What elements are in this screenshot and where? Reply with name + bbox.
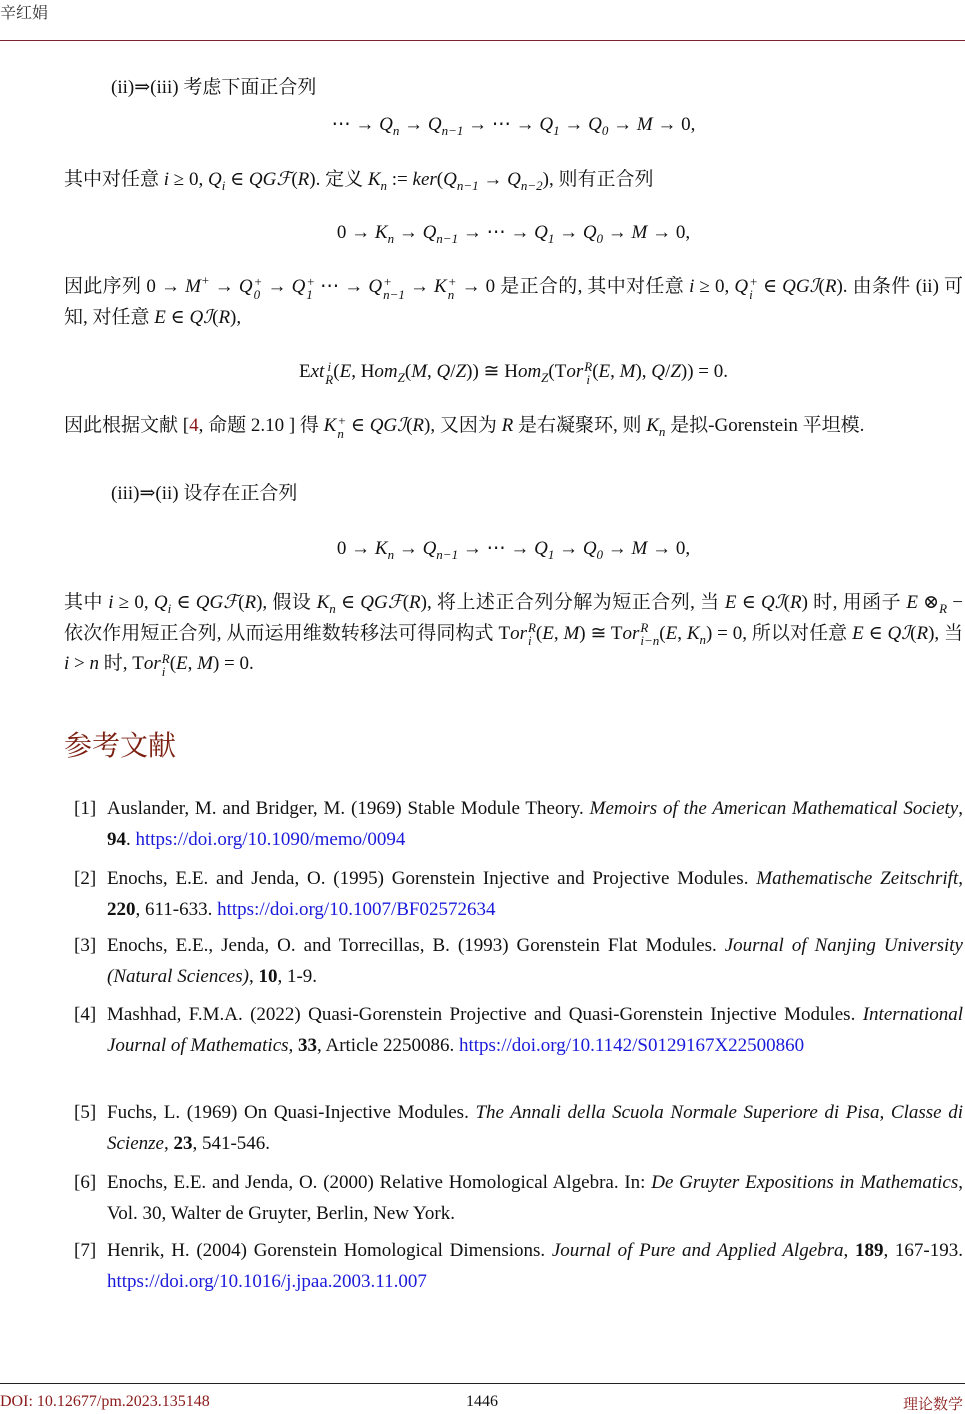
- reference-item: [64, 1168, 963, 1229]
- text-run: ∈: [346, 415, 370, 436]
- display-equation: [64, 534, 963, 565]
- text-run: ,: [677, 622, 687, 644]
- text-run: ,: [958, 798, 963, 819]
- math-scripts: [528, 621, 536, 647]
- text-run: →: [478, 169, 508, 190]
- math: E: [598, 361, 611, 382]
- text-run: →: [554, 222, 583, 243]
- text-run: ∈: [225, 169, 249, 190]
- reference-text: [107, 1098, 963, 1159]
- bold-text: 33: [298, 1034, 318, 1056]
- text-run: (: [818, 276, 825, 297]
- math-subscript: n: [387, 546, 395, 562]
- running-header-author: 辛红娟: [0, 5, 49, 22]
- paragraph: [64, 73, 963, 104]
- math: xt: [310, 361, 325, 382]
- math: E: [724, 592, 737, 613]
- math: QGℱ: [248, 169, 292, 190]
- math-subscript: n: [337, 425, 344, 441]
- math: or: [566, 361, 584, 382]
- math: R: [409, 592, 421, 613]
- text-run: ⋯ →: [331, 114, 380, 135]
- math-subscript: 1: [553, 122, 560, 138]
- math: M: [197, 653, 213, 674]
- math: R: [218, 306, 231, 328]
- text-run: ), 又因为: [424, 415, 502, 436]
- text-run: →: [608, 114, 637, 135]
- math: Qℐ: [887, 622, 911, 644]
- reference-number: [5]: [74, 1102, 97, 1123]
- math: K: [374, 222, 388, 243]
- text-run: :=: [387, 169, 413, 190]
- doi-link[interactable]: https://doi.org/10.1142/S0129167X22500860: [458, 1034, 805, 1056]
- math-superscript: i: [327, 358, 332, 374]
- math: Q: [539, 114, 554, 135]
- math: E: [339, 361, 352, 382]
- reference-item: [64, 931, 963, 992]
- text-run: ,: [610, 361, 620, 382]
- text-run: Enochs, E.E., Jenda, O. and Torrecillas, B. (1993) Gorenstein Flat Modules.: [107, 935, 725, 956]
- text-run: ,: [187, 653, 198, 674]
- math-superscript: +: [306, 273, 316, 289]
- math-superscript: R: [584, 358, 593, 374]
- header-divider: [0, 40, 965, 41]
- math-subscript: 1: [547, 230, 555, 246]
- math-subscript: n: [329, 600, 336, 616]
- text-run: ∈: [757, 276, 783, 297]
- text-run: →: [554, 538, 583, 559]
- italic-text: De Gruyter Expositions in Mathematics: [651, 1172, 959, 1193]
- text-run: →: [603, 222, 632, 243]
- text-run: → ⋯ →: [463, 114, 540, 135]
- text-run: ∈: [165, 306, 190, 328]
- text-run: 因此根据文献 [: [64, 415, 190, 436]
- reference-number: [7]: [74, 1240, 97, 1261]
- math-subscript: 0: [601, 122, 609, 138]
- reference-text: [107, 794, 963, 855]
- reference-number: [6]: [74, 1172, 97, 1193]
- text-run: Henrik, H. (2004) Gorenstein Homological Dimensions.: [107, 1240, 552, 1261]
- bold-text: 94: [107, 828, 126, 850]
- math-subscript: R: [939, 600, 948, 616]
- bold-text: 10: [258, 965, 278, 987]
- math: Q: [422, 222, 437, 243]
- text-run: (: [910, 622, 917, 644]
- text-run: ), 当: [928, 622, 963, 644]
- math: QGℱ: [360, 592, 403, 613]
- math-subscript: n: [699, 631, 706, 647]
- footer-divider: [0, 1383, 965, 1384]
- text-run: ∈: [335, 592, 361, 613]
- text-run: (: [535, 622, 543, 644]
- text-run: >: [69, 653, 90, 674]
- text-run: /: [450, 361, 456, 382]
- text-run: (: [436, 169, 444, 190]
- text-run: →: [262, 276, 292, 297]
- math: om: [517, 361, 542, 382]
- text-run: →: [394, 222, 423, 243]
- text-run: (: [659, 622, 666, 644]
- math: n: [89, 653, 99, 674]
- text-run: , 1-9.: [277, 965, 318, 987]
- text-run: , H: [351, 361, 375, 382]
- math: E: [852, 622, 864, 644]
- math: Q: [427, 114, 442, 135]
- text-run: ) = 0.: [212, 653, 254, 674]
- text-run: → 0,: [647, 538, 691, 559]
- text-run: 因此序列 0 →: [64, 276, 186, 297]
- math: Q: [651, 361, 666, 382]
- citation-link[interactable]: 4: [189, 415, 199, 436]
- text-run: ,: [843, 1240, 855, 1261]
- math: QGℱ: [195, 592, 239, 613]
- text-run: ), 假设: [256, 592, 317, 613]
- italic-text: Mathematische Zeitschrift: [756, 868, 959, 889]
- math: R: [412, 415, 425, 436]
- math: Q: [436, 361, 451, 382]
- math: Q: [443, 169, 457, 190]
- paragraph: [64, 165, 963, 196]
- text-run: (ii)⇒(iii) 考虑下面正合列: [111, 77, 317, 98]
- math: i: [108, 592, 114, 613]
- math: M: [631, 222, 648, 243]
- math-subscript: n−1: [436, 546, 459, 562]
- text-run: (: [291, 169, 298, 190]
- math: M: [636, 114, 653, 135]
- text-run: →: [559, 114, 589, 135]
- text-run: ,: [427, 361, 437, 382]
- math: Q: [588, 114, 602, 135]
- text-run: ⊗: [917, 592, 940, 613]
- math-scripts: [640, 621, 659, 647]
- math: QGℐ: [369, 415, 407, 436]
- math: or: [510, 622, 527, 644]
- text-run: 其中: [64, 592, 109, 613]
- text-run: , 167-193.: [883, 1240, 963, 1261]
- text-run: (: [212, 306, 219, 328]
- math: K: [374, 538, 388, 559]
- text-run: → 0,: [652, 114, 696, 135]
- math-subscript: 0: [596, 546, 604, 562]
- math-subscript: 1: [547, 546, 555, 562]
- text-run: → 0,: [647, 222, 691, 243]
- text-run: ∈: [171, 592, 196, 613]
- reference-item: [64, 1000, 963, 1061]
- text-run: →: [404, 276, 435, 297]
- math-subscript: n−1: [441, 122, 464, 138]
- math-subscript: R: [325, 371, 334, 387]
- math-subscript: n−1: [436, 230, 459, 246]
- math: i: [689, 276, 695, 297]
- math-subscript: Z: [541, 369, 549, 385]
- reference-number: [4]: [74, 1004, 97, 1025]
- reference-item: [64, 1098, 963, 1159]
- math-subscript: n: [392, 122, 400, 138]
- reference-text: [107, 931, 963, 992]
- text-run: →: [394, 538, 423, 559]
- math-superscript: R: [161, 650, 170, 666]
- math: Q: [153, 592, 168, 613]
- math-superscript: +: [200, 272, 210, 288]
- text-run: ) = 0, 所以对任意: [706, 622, 853, 644]
- math: M: [411, 361, 428, 382]
- math: Q: [534, 222, 548, 243]
- text-run: 其中对任意: [64, 169, 164, 190]
- math-subscript: n: [387, 230, 395, 246]
- text-run: ⋯ →: [315, 276, 369, 297]
- text-run: (: [406, 415, 413, 436]
- text-run: (: [402, 592, 410, 613]
- math: Q: [582, 538, 597, 559]
- math-subscript: 0: [596, 230, 604, 246]
- text-run: )) ≅ H: [466, 361, 518, 382]
- text-run: 0 →: [336, 538, 375, 559]
- text-run: − 依次作用短正合列, 从而运用维数转移法可得同构式 T: [64, 592, 963, 644]
- math: R: [824, 276, 837, 297]
- math: E: [906, 592, 918, 613]
- math: K: [316, 592, 330, 613]
- math: E: [542, 622, 554, 644]
- text-run: (T: [548, 361, 567, 382]
- math: QGℐ: [782, 276, 819, 297]
- bold-text: 23: [173, 1132, 193, 1154]
- math: K: [646, 415, 659, 436]
- reference-number: [1]: [74, 798, 97, 819]
- math: Q: [422, 538, 437, 559]
- text-run: ,: [288, 1034, 299, 1056]
- math: Qℐ: [189, 306, 213, 328]
- math: Z: [455, 361, 467, 382]
- text-run: Mashhad, F.M.A. (2022) Quasi-Gorenstein Projective and Quasi-Gorenstein Injective Modules.: [107, 1004, 863, 1025]
- references-heading: 参考文献: [64, 729, 177, 762]
- math-scripts: [306, 275, 315, 301]
- doi-link[interactable]: https://doi.org/10.1007/BF02572634: [217, 898, 496, 920]
- math-scripts: [162, 652, 170, 678]
- math: i: [163, 169, 170, 190]
- math: M: [185, 276, 201, 297]
- bold-text: 189: [854, 1240, 884, 1261]
- footer-doi-link[interactable]: DOI: 10.12677/pm.2023.135148: [0, 1393, 210, 1410]
- italic-text: Memoirs of the American Mathematical Society: [589, 798, 959, 819]
- text-run: ≥ 0,: [113, 592, 154, 613]
- math: K: [367, 169, 381, 190]
- text-run: 0 →: [336, 222, 375, 243]
- text-run: Enochs, E.E. and Jenda, O. (2000) Relative Homological Algebra. In:: [107, 1172, 652, 1193]
- math: R: [916, 622, 929, 644]
- math-subscript: i: [167, 600, 172, 616]
- math: M: [619, 361, 636, 382]
- text-run: ),: [230, 306, 242, 328]
- italic-text: Journal of Pure and Applied Algebra: [551, 1240, 844, 1261]
- math: i: [64, 653, 70, 674]
- math: R: [790, 592, 802, 613]
- text-run: , Vol. 30, Walter de Gruyter, Berlin, New York.: [107, 1172, 963, 1224]
- display-equation: [64, 110, 963, 141]
- math-subscript: i: [221, 177, 226, 193]
- math: om: [374, 361, 398, 382]
- math: Q: [534, 538, 548, 559]
- math-scripts: [383, 275, 405, 301]
- text-run: ≥ 0,: [169, 169, 208, 190]
- text-run: E: [298, 361, 311, 382]
- math-scripts: [337, 414, 346, 440]
- math: Q: [291, 276, 306, 297]
- math: Q: [734, 276, 749, 297]
- math-superscript: R: [527, 620, 536, 636]
- display-equation: [64, 357, 963, 388]
- math: Z: [670, 361, 681, 382]
- math-subscript: n−2: [520, 177, 543, 193]
- math-scripts: [584, 360, 592, 386]
- text-run: ),: [635, 361, 652, 382]
- text-run: ) ≅ T: [579, 622, 623, 644]
- math: R: [501, 415, 514, 436]
- math: Q: [582, 222, 597, 243]
- math-superscript: +: [383, 273, 392, 289]
- math: R: [297, 169, 310, 190]
- text-run: →: [209, 276, 239, 297]
- text-run: ). 由条件 (ii) 可知, 对任意: [64, 276, 963, 328]
- math: K: [686, 622, 700, 644]
- text-run: (iii)⇒(ii) 设存在正合列: [111, 483, 298, 504]
- text-run: /: [665, 361, 671, 382]
- bold-text: 220: [107, 898, 136, 920]
- reference-item: [64, 864, 963, 925]
- math: M: [631, 538, 648, 559]
- math-subscript: i: [161, 663, 166, 679]
- math: R: [244, 592, 257, 613]
- paragraph: [64, 411, 963, 442]
- doi-link[interactable]: https://doi.org/10.1090/memo/0094: [135, 828, 406, 850]
- text-run: ), 将上述正合列分解为短正合列, 当: [420, 592, 725, 613]
- math-scripts: [749, 275, 758, 301]
- math: or: [143, 653, 161, 674]
- math-subscript: i−n: [640, 633, 660, 649]
- math: or: [622, 622, 640, 644]
- text-run: (: [238, 592, 245, 613]
- doi-link[interactable]: https://doi.org/10.1016/j.jpaa.2003.11.007: [107, 1270, 427, 1292]
- math: Q: [368, 276, 383, 297]
- math: Q: [238, 276, 253, 297]
- math-superscript: +: [337, 412, 347, 428]
- math-subscript: Z: [397, 369, 405, 385]
- text-run: → ⋯ →: [458, 222, 535, 243]
- text-run: , 命题 2.10 ] 得: [198, 415, 324, 436]
- text-run: )) = 0.: [680, 361, 729, 382]
- math: Q: [507, 169, 521, 190]
- math-superscript: +: [447, 273, 457, 289]
- reference-item: [64, 1236, 963, 1297]
- footer-journal-name: 理论数学: [902, 1395, 963, 1413]
- text-run: ,: [553, 622, 564, 644]
- text-run: ), 则有正合列: [542, 169, 654, 190]
- math-subscript: i: [527, 633, 532, 649]
- text-run: , Article 2250086.: [317, 1034, 459, 1056]
- paragraph: [64, 479, 963, 510]
- math-subscript: n−1: [456, 177, 479, 193]
- page-number: 1446: [466, 1393, 498, 1410]
- math: Q: [207, 169, 222, 190]
- text-run: 时, T: [99, 653, 144, 674]
- text-run: , 611-633.: [135, 898, 218, 920]
- math: M: [563, 622, 580, 644]
- text-run: →: [603, 538, 632, 559]
- math: Qℐ: [761, 592, 784, 613]
- text-run: ≥ 0,: [694, 276, 735, 297]
- paragraph: [64, 272, 963, 333]
- math-superscript: R: [640, 620, 649, 636]
- text-run: Auslander, M. and Bridger, M. (1969) Stable Module Theory.: [107, 798, 590, 819]
- italic-text: Journal of Nanjing University (Natural Sciences): [107, 935, 963, 987]
- reference-text: [107, 1168, 963, 1229]
- math: ker: [412, 169, 437, 190]
- math-subscript: n: [380, 177, 388, 193]
- math-superscript: +: [749, 273, 758, 289]
- text-run: ). 定义: [309, 169, 368, 190]
- text-run: ,: [958, 868, 963, 889]
- math-subscript: i: [749, 286, 753, 302]
- reference-text: [107, 1236, 963, 1297]
- math-subscript: i: [586, 371, 591, 387]
- math-subscript: n−1: [383, 286, 405, 302]
- italic-text: The Annali della Scuola Normale Superiore di Pisa, Classe di Scienze: [107, 1102, 963, 1154]
- reference-number: [3]: [74, 935, 97, 956]
- math: K: [323, 415, 337, 436]
- text-run: Fuchs, L. (1969) On Quasi-Injective Modules.: [107, 1102, 476, 1123]
- text-run: Enochs, E.E. and Jenda, O. (1995) Gorenstein Injective and Projective Modules.: [107, 868, 757, 889]
- italic-text: International Journal of Mathematics: [107, 1004, 963, 1056]
- paragraph: [64, 588, 963, 680]
- math-subscript: n: [658, 423, 666, 439]
- math-subscript: 0: [253, 286, 261, 302]
- math-subscript: n: [447, 286, 455, 302]
- text-run: .: [126, 828, 136, 850]
- math: E: [154, 306, 166, 328]
- text-run: (: [333, 361, 340, 382]
- text-run: (: [169, 653, 177, 674]
- text-run: ∈: [863, 622, 888, 644]
- text-run: ,: [163, 1132, 174, 1154]
- text-run: (: [404, 361, 412, 382]
- reference-text: [107, 1000, 963, 1061]
- text-run: → ⋯ →: [458, 538, 535, 559]
- reference-text: [107, 864, 963, 925]
- text-run: (: [783, 592, 790, 613]
- display-equation: [64, 218, 963, 249]
- math-subscript: 1: [306, 286, 313, 302]
- math: K: [434, 276, 447, 297]
- text-run: ) 时, 用函子: [801, 592, 907, 613]
- text-run: , 541-546.: [192, 1132, 271, 1154]
- text-run: →: [399, 114, 428, 135]
- text-run: 是拟-Gorenstein 平坦模.: [665, 415, 865, 436]
- math-scripts: [448, 275, 457, 301]
- text-run: → 0 是正合的, 其中对任意: [456, 276, 690, 297]
- text-run: (: [592, 361, 599, 382]
- math: E: [176, 653, 188, 674]
- text-run: ,: [248, 965, 259, 987]
- text-run: ∈: [736, 592, 762, 613]
- math: E: [665, 622, 678, 644]
- math: Q: [379, 114, 393, 135]
- reference-number: [2]: [74, 868, 97, 889]
- text-run: 是右凝聚环, 则: [513, 415, 647, 436]
- reference-item: [64, 794, 963, 855]
- math-superscript: +: [253, 273, 263, 289]
